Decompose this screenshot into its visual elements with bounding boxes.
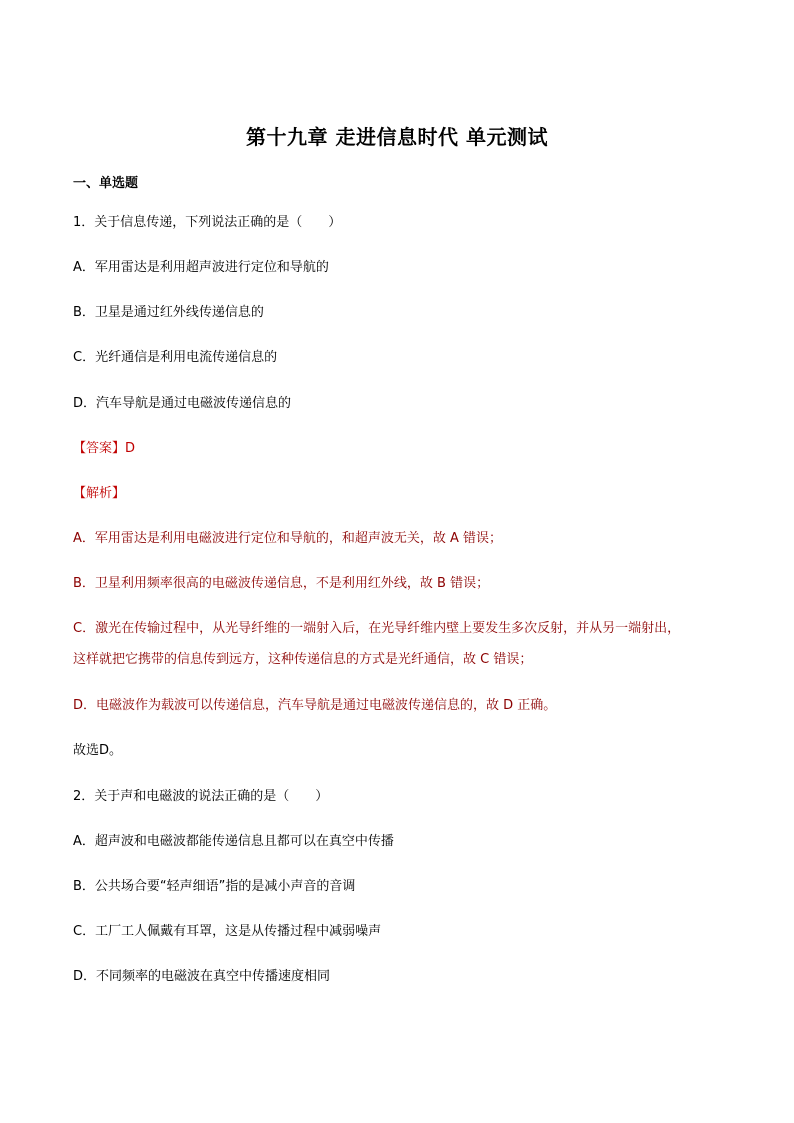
page-title: 第十九章 走进信息时代 单元测试 [246, 125, 548, 149]
analysis-line-c2: 这样就把它携带的信息传到远方，这种传递信息的方式是光纤通信，故 C 错误； [73, 652, 533, 667]
question-1-option-d: D．汽车导航是通过电磁波传递信息的 [73, 396, 292, 411]
answer-tag: 【答案】 [73, 441, 126, 456]
analysis-line-d: D．电磁波作为载波可以传递信息，汽车导航是通过电磁波传递信息的，故 D 正确。 [73, 698, 557, 713]
question-2-stem: 2．关于声和电磁波的说法正确的是（ ） [73, 789, 329, 804]
question-1-answer [73, 440, 135, 458]
question-1-stem: 1．关于信息传递，下列说法正确的是（ ） [73, 215, 342, 230]
section-heading: 一、单选题 [73, 176, 139, 191]
analysis-tag: 【解析】 [73, 486, 126, 501]
question-1-conclusion: 故选D。 [73, 743, 123, 758]
analysis-line-a: A．军用雷达是利用电磁波进行定位和导航的，和超声波无关，故 A 错误； [73, 531, 503, 546]
analysis-line-c1: C．激光在传输过程中，从光导纤维的一端射入后，在光导纤维内壁上要发生多次反射，并从另一端射出， [73, 621, 681, 636]
question-2-option-c: C．工厂工人佩戴有耳罩，这是从传播过程中减弱噪声 [73, 924, 382, 939]
answer-value: D [125, 441, 136, 456]
analysis-line-b: B．卫星利用频率很高的电磁波传递信息，不是利用红外线，故 B 错误； [73, 576, 490, 591]
question-1-option-b: B．卫星是通过红外线传递信息的 [73, 305, 264, 320]
question-2-option-d: D．不同频率的电磁波在真空中传播速度相同 [73, 969, 331, 984]
question-1-option-c: C．光纤通信是利用电流传递信息的 [73, 350, 278, 365]
question-2-option-b: B．公共场合要“轻声细语”指的是减小声音的音调 [73, 879, 356, 894]
question-1-option-a: A．军用雷达是利用超声波进行定位和导航的 [73, 260, 329, 275]
question-2-option-a: A．超声波和电磁波都能传递信息且都可以在真空中传播 [73, 834, 394, 849]
